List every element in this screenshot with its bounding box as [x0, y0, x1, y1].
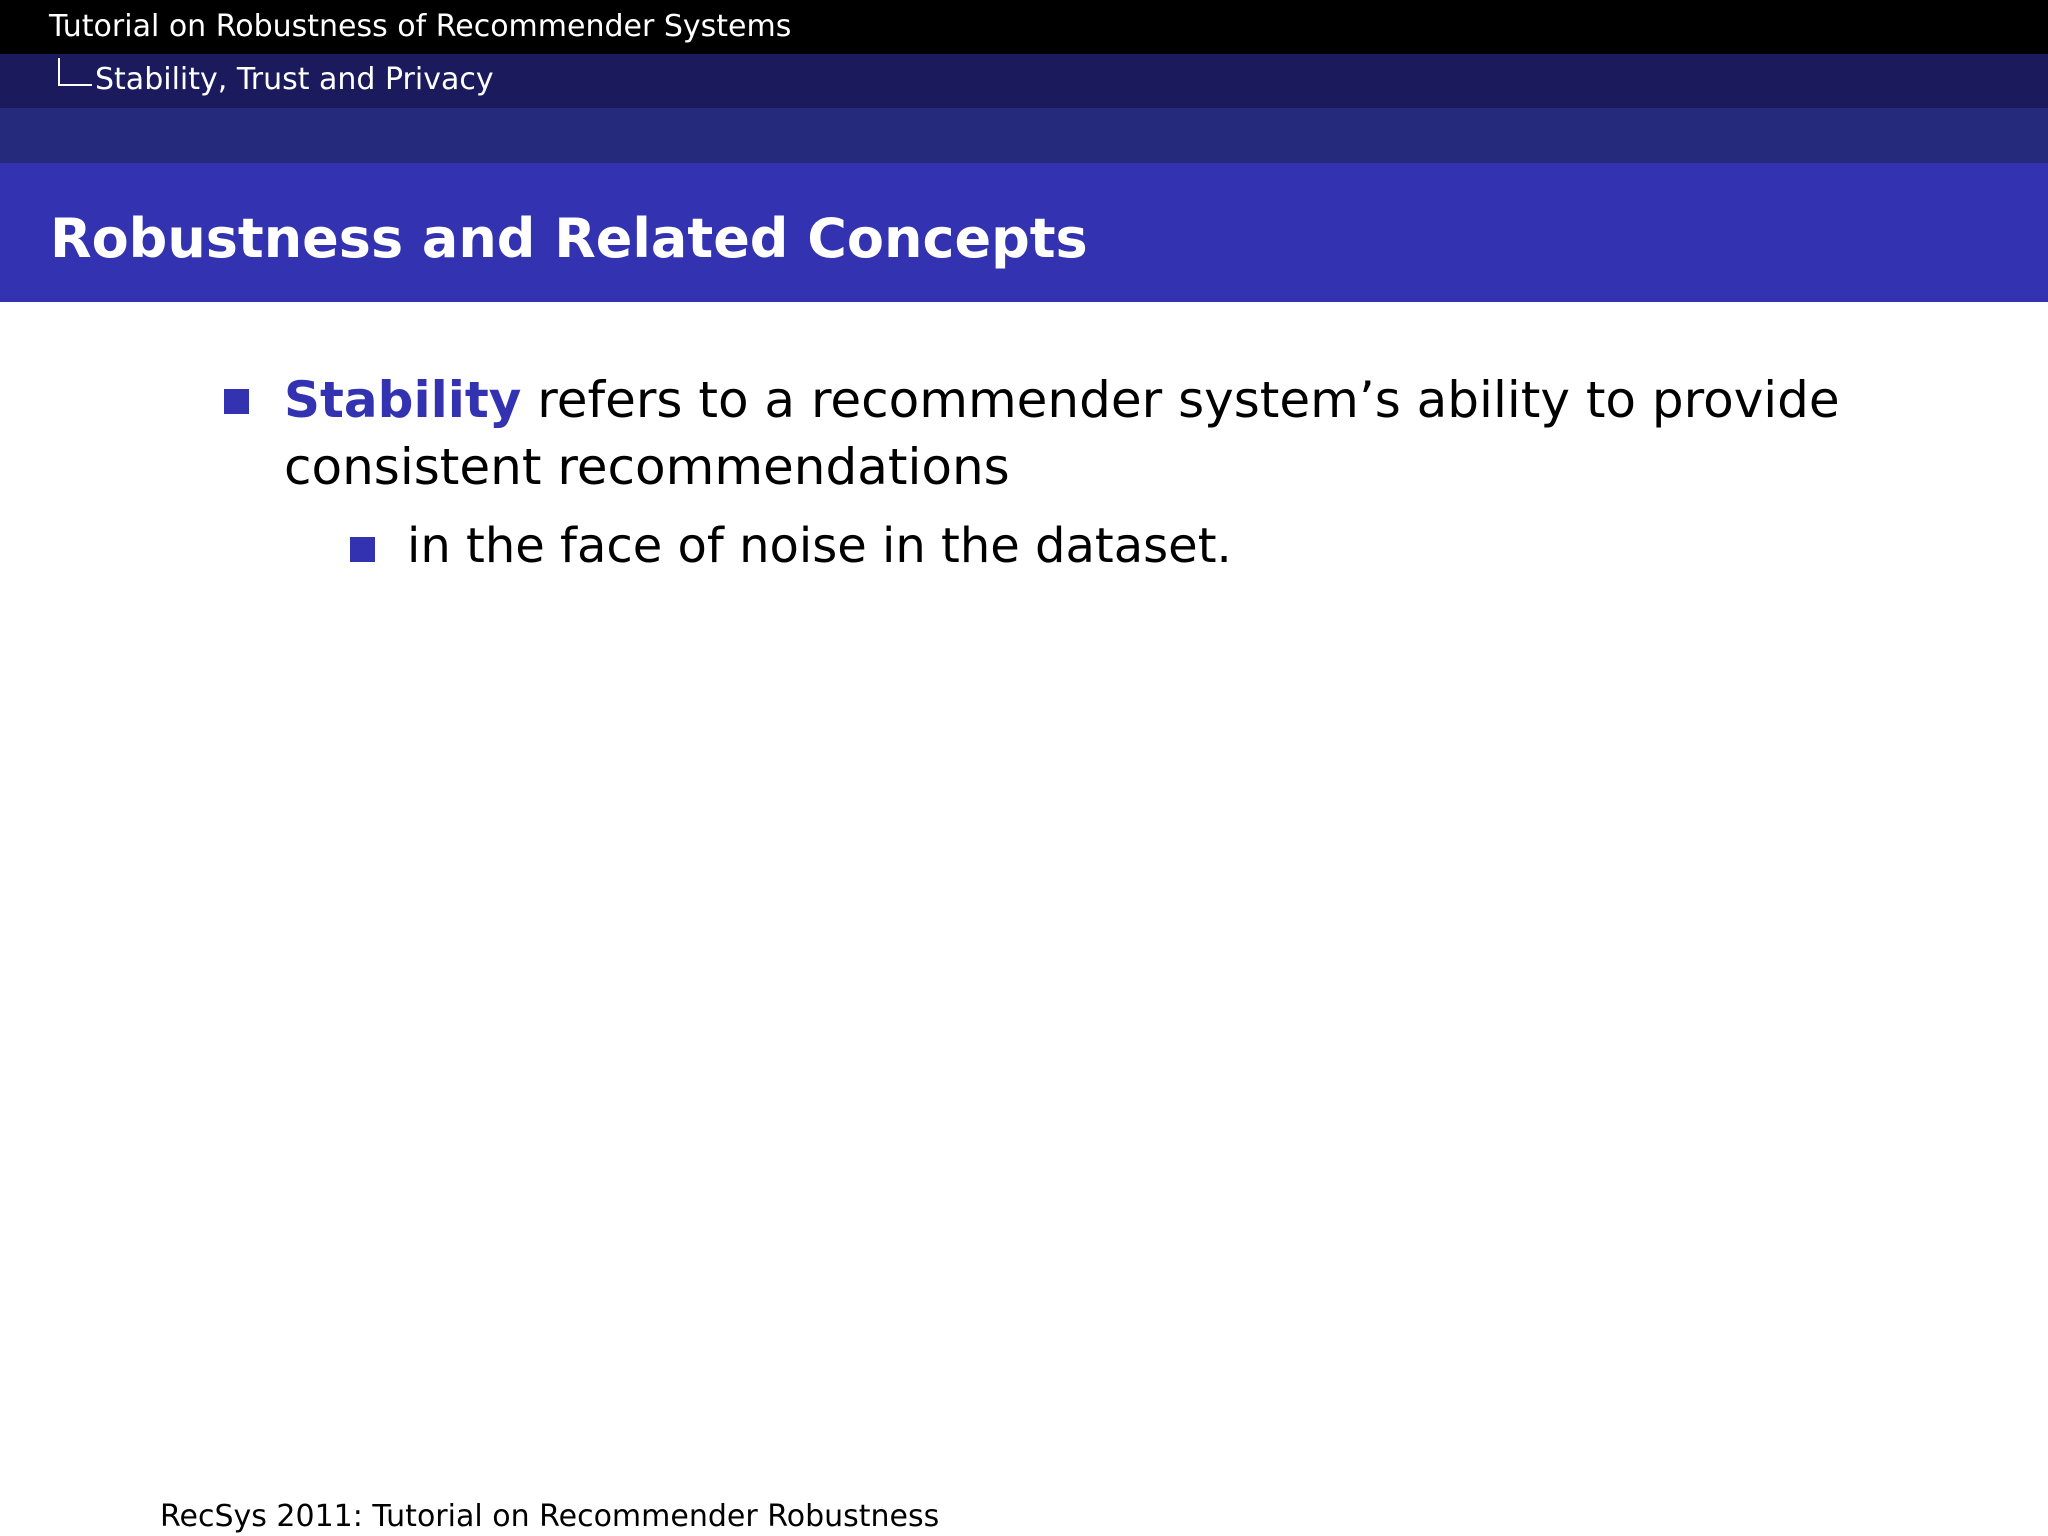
highlighted-term: Stability [284, 371, 522, 429]
frame-title: Robustness and Related Concepts [50, 207, 1088, 270]
header-spacer-bar [0, 108, 2048, 163]
footer-text: RecSys 2011: Tutorial on Recommender Robustness [160, 1499, 940, 1534]
presentation-title: Tutorial on Robustness of Recommender Systems [49, 9, 792, 44]
bullet-square-icon [224, 389, 249, 414]
section-title: Stability, Trust and Privacy [95, 62, 494, 97]
sub-bullet-square-icon [350, 537, 375, 562]
bullet-body: refers to a recommender system’s ability to provide consistent recommendations [284, 371, 1840, 496]
bullet-text [284, 367, 1904, 501]
tree-branch-icon [58, 58, 92, 86]
sub-bullet-text: in the face of noise in the dataset. [407, 518, 1232, 574]
